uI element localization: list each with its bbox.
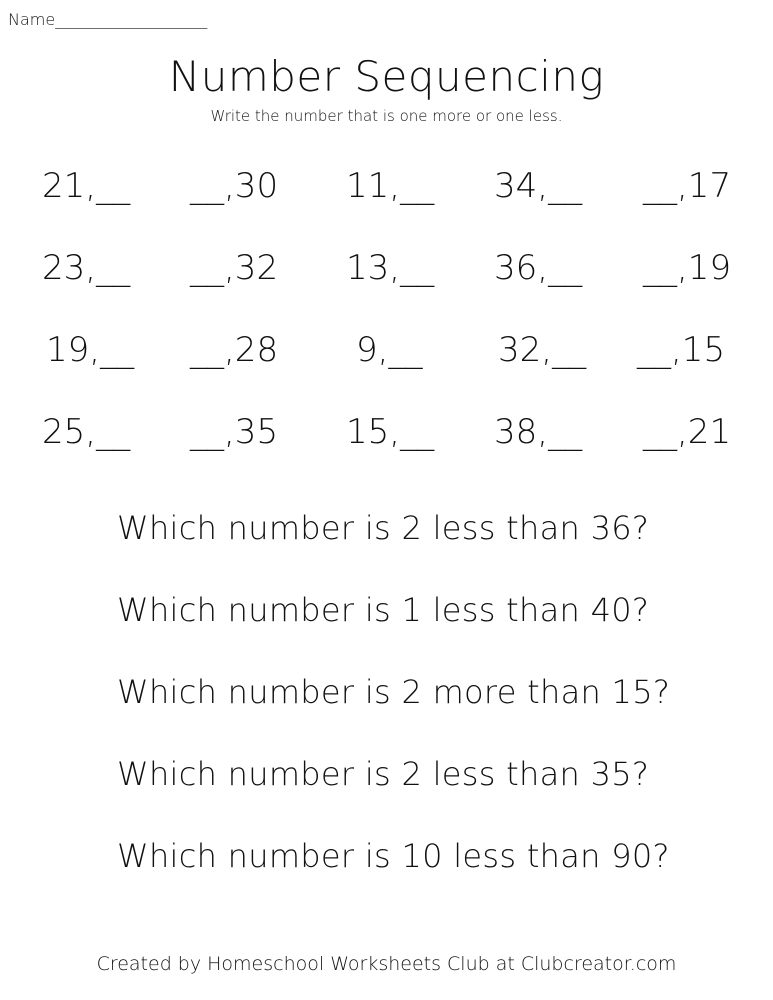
sequence-item[interactable]: 34,__ [494, 166, 583, 206]
sequence-item[interactable]: __,35 [190, 412, 279, 452]
question-item: Which number is 2 more than 15? [117, 673, 671, 711]
sequence-item[interactable]: __,17 [643, 166, 732, 206]
sequence-grid [0, 160, 773, 488]
question-item: Which number is 1 less than 40? [117, 591, 650, 629]
sequence-row [0, 324, 773, 406]
name-field[interactable]: Name___________________ [8, 10, 208, 29]
sequence-row [0, 160, 773, 242]
sequence-item[interactable]: 38,__ [494, 412, 583, 452]
sequence-item[interactable]: __,28 [190, 330, 279, 370]
sequence-item[interactable]: 23,__ [42, 248, 131, 288]
question-item: Which number is 2 less than 36? [117, 509, 650, 547]
sequence-row [0, 242, 773, 324]
sequence-item[interactable]: 21,__ [42, 166, 131, 206]
sequence-item[interactable]: __,21 [643, 412, 732, 452]
sequence-item[interactable]: 32,__ [498, 330, 587, 370]
sequence-row [0, 406, 773, 488]
question-item: Which number is 10 less than 90? [117, 837, 670, 875]
footer-credit: Created by Homeschool Worksheets Club at Clubcreator.com [96, 953, 677, 975]
sequence-item[interactable]: __,32 [190, 248, 279, 288]
instructions: Write the number that is one more or one less. [210, 107, 563, 125]
sequence-item[interactable]: 36,__ [494, 248, 583, 288]
sequence-item[interactable]: 13,__ [346, 248, 435, 288]
sequence-item[interactable]: 15,__ [346, 412, 435, 452]
sequence-item[interactable]: __,30 [190, 166, 279, 206]
sequence-item[interactable]: __,15 [637, 330, 726, 370]
question-item: Which number is 2 less than 35? [117, 755, 650, 793]
sequence-item[interactable]: 11,__ [346, 166, 435, 206]
sequence-item[interactable]: __,19 [643, 248, 732, 288]
sequence-item[interactable]: 19,__ [46, 330, 135, 370]
page-title: Number Sequencing [168, 52, 605, 101]
sequence-item[interactable]: 9,__ [356, 330, 423, 370]
sequence-item[interactable]: 25,__ [42, 412, 131, 452]
question-list [117, 502, 670, 912]
